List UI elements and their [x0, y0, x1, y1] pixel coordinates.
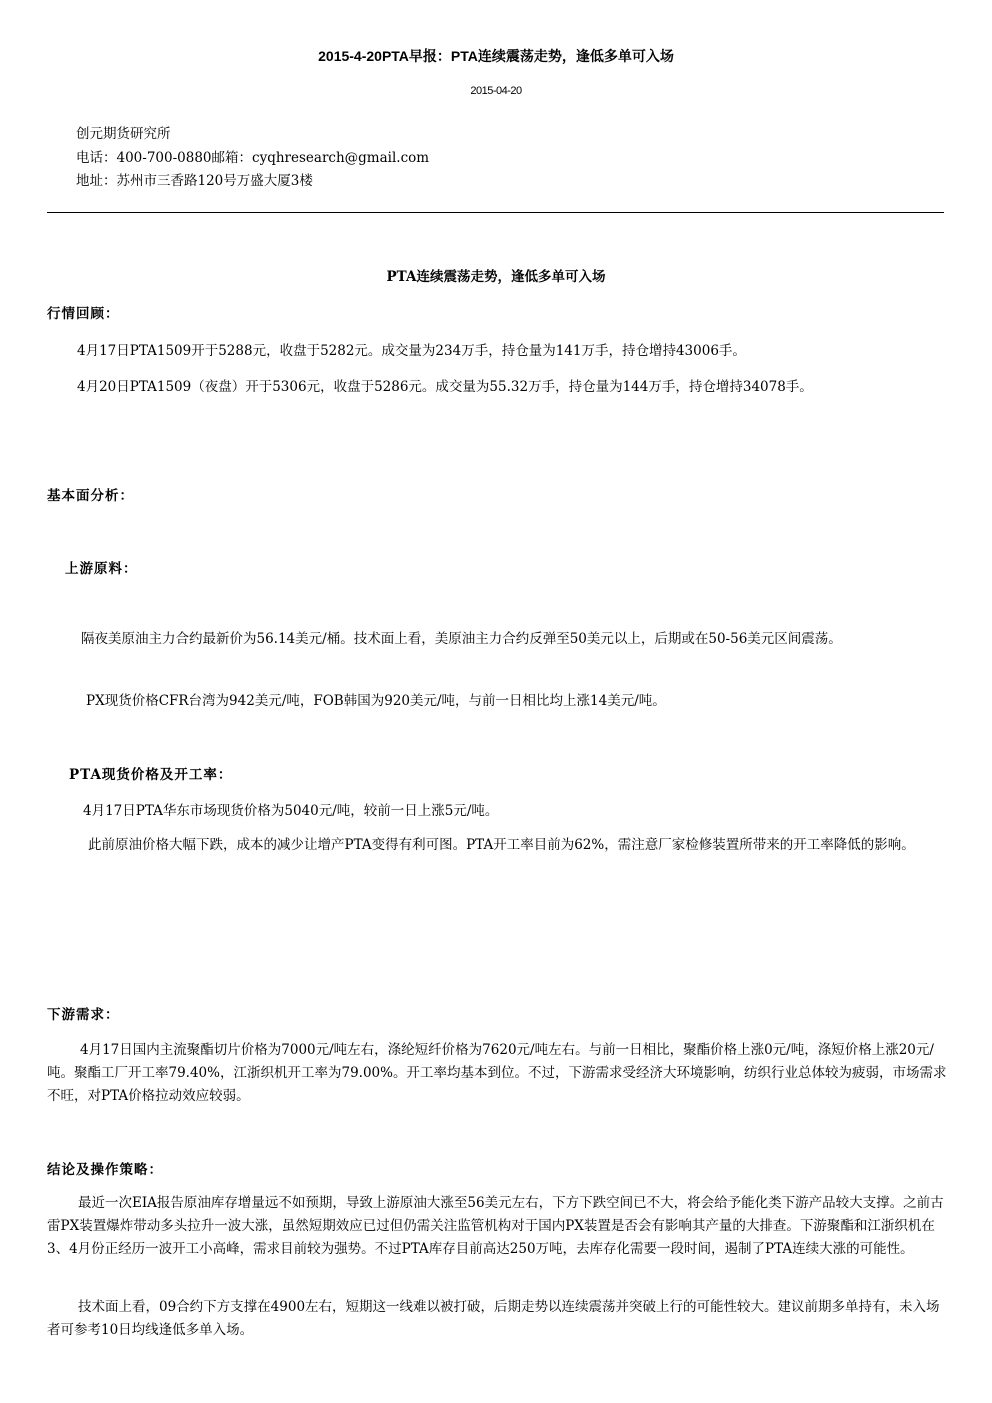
report-heading: PTA连续震荡走势，逢低多单可入场	[386, 269, 606, 285]
contact-line: 电话：400-700-0880邮箱：cyqhresearch@gmail.com	[76, 150, 430, 166]
market-review-heading: 行情回顾：	[47, 306, 120, 322]
market-review-paragraph-2: 4月20日PTA1509（夜盘）开于5306元，收盘于5286元。成交量为55.32万手，持仓量为144万手，持仓增持34078手。	[77, 379, 813, 395]
fundamental-analysis-heading: 基本面分析：	[47, 488, 134, 504]
upstream-heading: 上游原料：	[65, 561, 138, 577]
document-date: 2015-04-20	[470, 85, 522, 97]
downstream-paragraph: 4月17日国内主流聚酯切片价格为7000元/吨左右，涤纶短纤价格为7620元/吨左右。与前一日相比，聚酯价格上涨0元/吨，涤短价格上涨20元/吨。聚酯工厂开工率79.40%，江浙织机开工率为79.00%。开工率均基本到位。不过，下游需求受经济大环境影响，纺织行业总体较为疲弱，市场需求不旺，对PTA价格拉动效应较弱。	[47, 1042, 947, 1104]
document-title: 2015-4-20PTA早报：PTA连续震荡走势，逢低多单可入场	[318, 48, 674, 64]
conclusion-heading: 结论及操作策略：	[47, 1162, 163, 1178]
header-divider	[47, 212, 944, 213]
address-line: 地址：苏州市三香路120号万盛大厦3楼	[76, 173, 313, 189]
pta-spot-heading: PTA现货价格及开工率：	[69, 767, 233, 783]
org-name: 创元期货研究所	[76, 126, 171, 142]
downstream-heading: 下游需求：	[47, 1007, 120, 1023]
market-review-paragraph-1: 4月17日PTA1509开于5288元，收盘于5282元。成交量为234万手，持仓量为141万手，持仓增持43006手。	[77, 343, 746, 359]
conclusion-paragraph-2: 技术面上看，09合约下方支撑在4900左右，短期这一线难以被打破，后期走势以连续震荡并突破上行的可能性较大。建议前期多单持有，未入场者可参考10日均线逢低多单入场。	[47, 1299, 940, 1338]
pta-spot-paragraph-1: 4月17日PTA华东市场现货价格为5040元/吨，较前一日上涨5元/吨。	[83, 803, 499, 819]
upstream-paragraph-2: PX现货价格CFR台湾为942美元/吨，FOB韩国为920美元/吨，与前一日相比均上涨14美元/吨。	[86, 693, 666, 709]
conclusion-paragraph-1: 最近一次EIA报告原油库存增量远不如预期，导致上游原油大涨至56美元左右，下方下跌空间已不大，将会给予能化类下游产品较大支撑。之前古雷PX装置爆炸带动多头拉升一波大涨，虽然短期效应已过但仍需关注监管机构对于国内PX装置是否会有影响其产量的大排查。下游聚酯和江浙织机在3、4月份正经历一波开工小高峰，需求目前较为强势。不过PTA库存目前高达250万吨，去库存化需要一段时间，遏制了PTA连续大涨的可能性。	[47, 1195, 944, 1257]
pta-spot-paragraph-2: 此前原油价格大幅下跌，成本的减少让增产PTA变得有利可图。PTA开工率目前为62%，需注意厂家检修装置所带来的开工率降低的影响。	[88, 837, 915, 853]
upstream-paragraph-1: 隔夜美原油主力合约最新价为56.14美元/桶。技术面上看，美原油主力合约反弹至50美元以上，后期或在50-56美元区间震荡。	[81, 631, 842, 647]
